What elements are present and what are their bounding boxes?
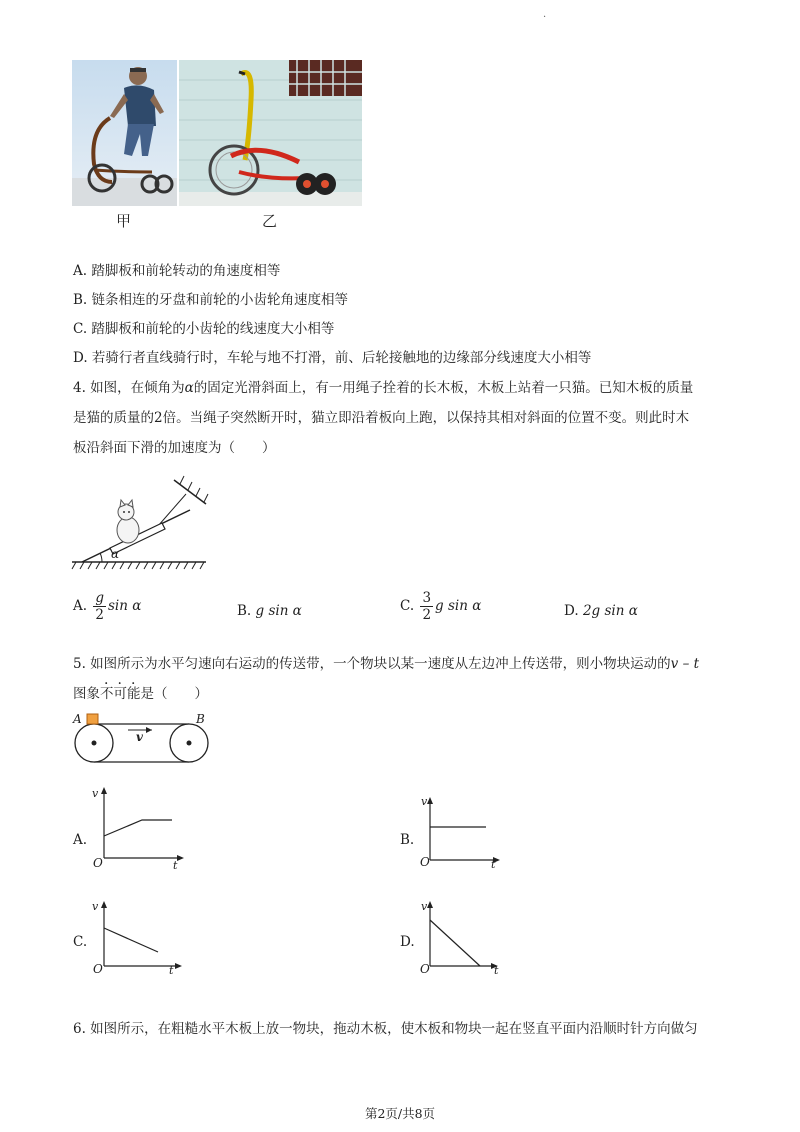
q4-option-c: C. $\frac{3}{2}$ g sin α <box>400 590 482 623</box>
caption-jia: 甲 <box>116 212 132 230</box>
q5-belt-label-v: v <box>136 730 143 744</box>
q5-graph-c <box>72 896 192 976</box>
q5-graph-b <box>398 792 518 872</box>
q5-graph-b-axis-v: v <box>421 795 428 808</box>
page-footer: 第2页/共8页 <box>364 1106 436 1121</box>
q4-stem-line3: 板沿斜面下滑的加速度为（ ） <box>73 440 276 456</box>
q5-stem-line2: 图象不可能是（ ） <box>73 686 208 702</box>
q3-option-a: A. 踏脚板和前轮转动的角速度相等 <box>73 263 281 279</box>
q5-graph-b-origin: O <box>420 855 430 869</box>
photo-yi <box>179 60 362 206</box>
q4-option-d: D. 2g sin α <box>564 603 638 619</box>
q5-graph-a-label: A. <box>73 832 88 848</box>
q5-graph-d-label: D. <box>400 934 415 950</box>
q3-option-b: B. 链条相连的牙盘和前轮的小齿轮角速度相等 <box>73 292 349 308</box>
q5-graph-c-axis-t: t <box>169 964 174 977</box>
q5-graph-c-origin: O <box>93 962 103 976</box>
q5-graph-d <box>398 896 518 976</box>
q5-belt-label-b: B <box>196 712 205 726</box>
q6-stem-line1: 6. 如图所示，在粗糙水平木板上放一物块，拖动木板，使木板和物块一起在竖直平面内沿顺时针方向做匀 <box>73 1021 698 1037</box>
q5-graph-b-axis-t: t <box>491 858 496 871</box>
q4-incline-figure <box>70 470 210 575</box>
q5-graph-a-axis-v: v <box>92 787 99 800</box>
q4-stem-line1: 4. 如图，在倾角为α的固定光滑斜面上，有一用绳子拴着的长木板，木板上站着一只猫。已知木板的质量 <box>73 380 694 396</box>
q5-graph-a-origin: O <box>93 856 103 870</box>
q4-option-a: A. $\frac{g}{2}$ sin α <box>73 590 142 623</box>
q5-graph-d-origin: O <box>420 962 430 976</box>
q5-graph-b-label: B. <box>400 832 415 848</box>
q5-graph-c-label: C. <box>73 934 88 950</box>
top-dot-mark: · <box>543 12 547 23</box>
q5-graph-d-axis-t: t <box>494 964 499 977</box>
q5-belt-label-a: A <box>73 712 82 726</box>
q4-stem-line2: 是猫的质量的2倍。当绳子突然断开时，猫立即沿着板向上跑，以保持其相对斜面的位置不变。则此时木 <box>73 410 690 426</box>
q4-option-b: B. g sin α <box>237 603 302 619</box>
q5-stem-line1: 5. 如图所示为水平匀速向右运动的传送带，一个物块以某一速度从左边冲上传送带，则小物块运动的v – t <box>73 656 700 672</box>
q3-option-d: D. 若骑行者直线骑行时，车轮与地不打滑，前、后轮接触地的边缘部分线速度大小相等 <box>73 350 592 366</box>
q4-figure-alpha-label: α <box>111 547 120 561</box>
q4-alpha-symbol: α <box>184 380 194 396</box>
q5-graph-c-axis-v: v <box>92 900 99 913</box>
photo-jia <box>72 60 177 206</box>
q5-graph-a-axis-t: t <box>173 859 178 872</box>
caption-yi: 乙 <box>262 212 278 230</box>
q5-graph-d-axis-v: v <box>421 900 428 913</box>
q3-option-c: C. 踏脚板和前轮的小齿轮的线速度大小相等 <box>73 321 335 337</box>
